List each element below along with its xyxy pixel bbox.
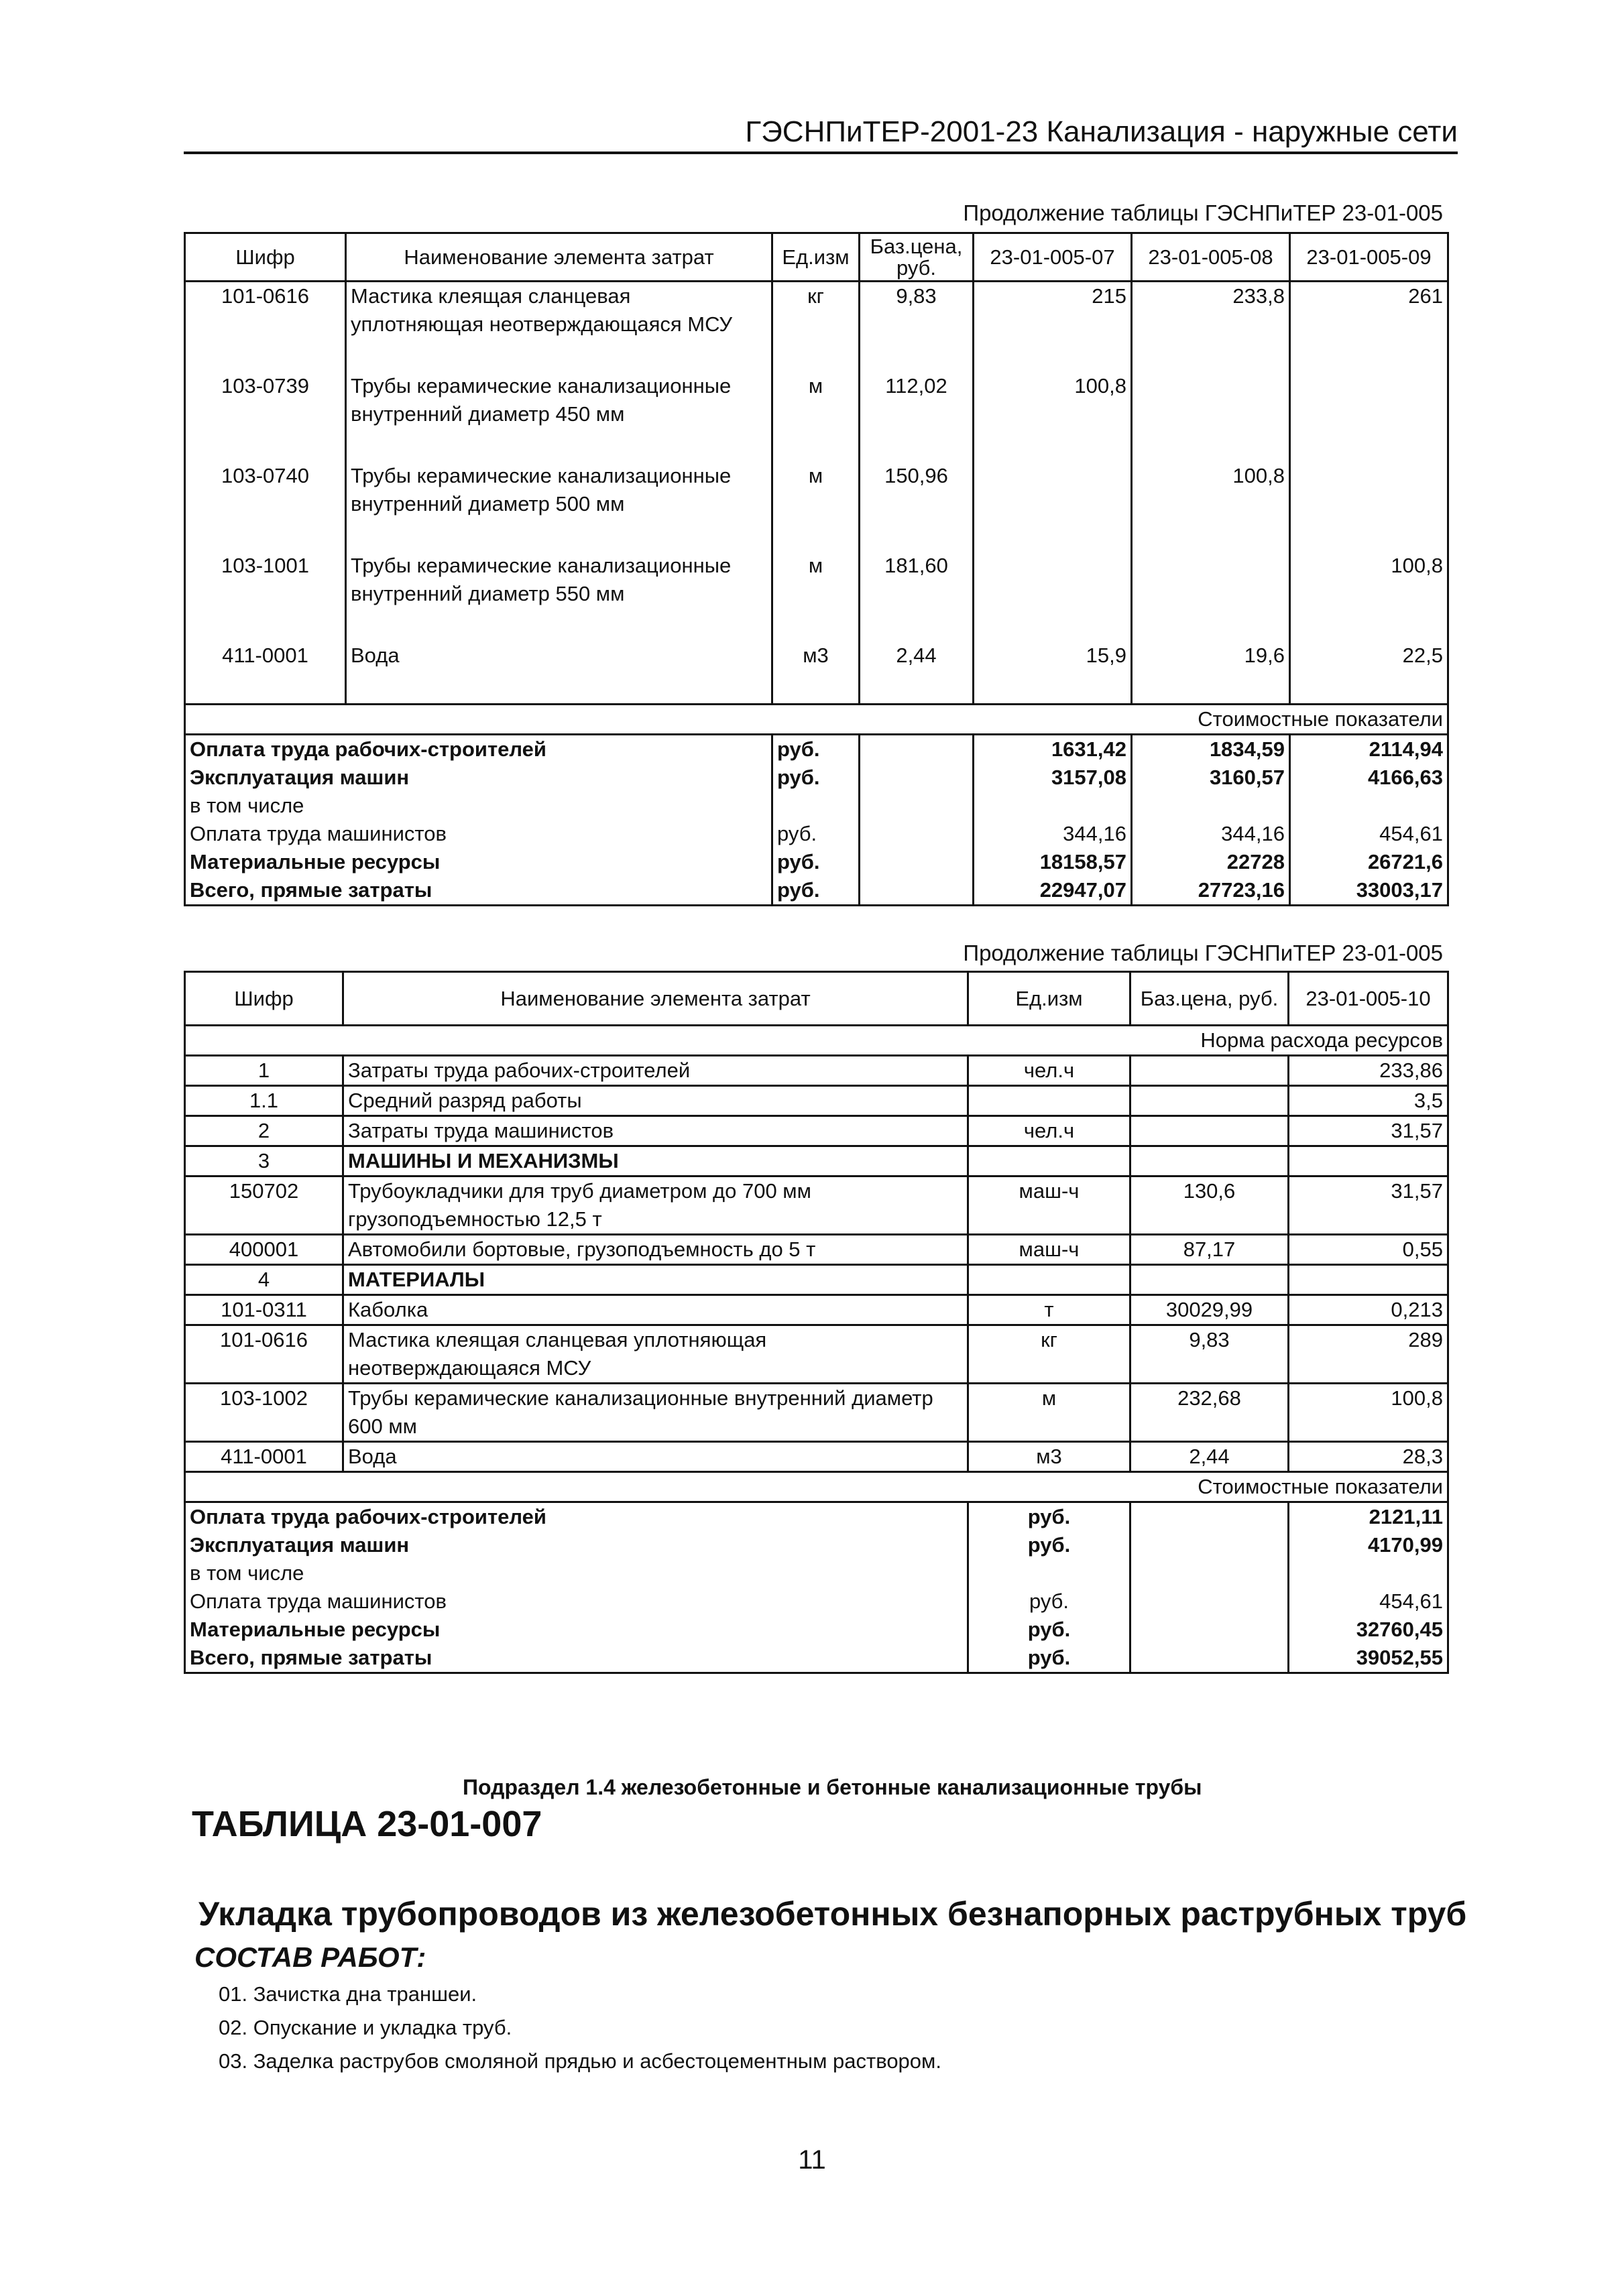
cell-code: 400001 (185, 1235, 343, 1265)
table-row (185, 1384, 1448, 1442)
cost-name: Эксплуатация машин (190, 766, 410, 789)
cell-price: 112,02 (860, 372, 974, 462)
table-row (185, 642, 1448, 705)
cost-name: Оплата труда рабочих-строителей (190, 737, 546, 761)
cell-price (1130, 1116, 1289, 1146)
cell-code: 101-0616 (185, 1325, 343, 1384)
cost-value: 2121,11 (1289, 1502, 1448, 1532)
col-header: 23-01-005-10 (1289, 972, 1448, 1026)
cost-row (185, 1531, 1448, 1559)
cell-code: 101-0311 (185, 1295, 343, 1325)
col-header: 23-01-005-07 (974, 233, 1132, 282)
section-row (185, 1472, 1448, 1502)
cell-code: 3 (185, 1146, 343, 1176)
cost-unit: руб. (772, 848, 860, 876)
cost-name: Оплата труда рабочих-строителей (190, 1505, 546, 1528)
cell-name: Средний разряд работы (343, 1086, 968, 1116)
cell-price: 150,96 (860, 462, 974, 552)
cell-name: Трубы керамические канализационные внутренний диаметр 550 мм (346, 552, 772, 642)
cost-row (185, 1502, 1448, 1532)
cost-value: 4170,99 (1289, 1531, 1448, 1559)
section-row (185, 705, 1448, 735)
cell-unit: чел.ч (968, 1056, 1130, 1086)
cell-unit: кг (772, 282, 860, 373)
section-row (185, 1026, 1448, 1056)
section-label: Стоимостные показатели (185, 1472, 1448, 1502)
cell-name: Трубы керамические канализационные внутренний диаметр 500 мм (346, 462, 772, 552)
cell-code: 1 (185, 1056, 343, 1086)
cost-unit: руб. (968, 1502, 1130, 1532)
cost-value: 2114,94 (1290, 735, 1448, 764)
cost-row (185, 764, 1448, 792)
cell-price: 9,83 (1130, 1325, 1289, 1384)
cell-value (1289, 1265, 1448, 1295)
cost-empty (860, 735, 974, 764)
cell-value: 100,8 (1289, 1384, 1448, 1442)
table-row (185, 1056, 1448, 1086)
table2 (184, 971, 1449, 1674)
table1-caption: Продолжение таблицы ГЭСНПиТЕР 23-01-005 (963, 200, 1443, 225)
cell-code: 411-0001 (222, 644, 308, 667)
cell-code: 411-0001 (185, 1442, 343, 1472)
cell-unit: кг (968, 1325, 1130, 1384)
cell-price: 30029,99 (1130, 1295, 1289, 1325)
cell-value: 31,57 (1289, 1116, 1448, 1146)
cost-value (1290, 792, 1448, 820)
cell-code: 103-0739 (221, 374, 309, 398)
cost-row (185, 1587, 1448, 1616)
cell-unit: м (968, 1384, 1130, 1442)
cost-empty (860, 764, 974, 792)
cell-price: 2,44 (860, 642, 974, 705)
cost-unit (772, 792, 860, 820)
cell-unit (968, 1146, 1130, 1176)
cell-name: Затраты труда рабочих-строителей (343, 1056, 968, 1086)
table-row (185, 372, 1448, 462)
table-row (185, 1442, 1448, 1472)
cell-price: 181,60 (860, 552, 974, 642)
cost-row (185, 1616, 1448, 1644)
cell-value: 100,8 (1290, 552, 1448, 642)
cell-name: Мастика клеящая сланцевая уплотняющая неотверждающаяся МСУ (346, 282, 772, 373)
cell-price: 87,17 (1130, 1235, 1289, 1265)
cell-code: 103-0740 (221, 464, 309, 487)
cost-name: Материальные ресурсы (190, 850, 441, 873)
work-step: 03. Заделка раструбов смоляной прядью и асбестоцементным раствором. (219, 2049, 941, 2073)
cell-price: 9,83 (860, 282, 974, 373)
cell-name: Трубоукладчики для труб диаметром до 700 мм грузоподъемностью 12,5 т (343, 1176, 968, 1235)
cell-unit: маш-ч (968, 1235, 1130, 1265)
cell-price: 130,6 (1130, 1176, 1289, 1235)
composition-label: СОСТАВ РАБОТ: (194, 1941, 426, 1973)
cost-unit: руб. (968, 1587, 1130, 1616)
cost-value: 18158,57 (974, 848, 1132, 876)
col-header: Шифр (185, 233, 346, 282)
cost-row (185, 876, 1448, 906)
cell-value: 100,8 (1132, 462, 1290, 552)
cost-empty (860, 876, 974, 906)
col-header: Ед.изм (968, 972, 1130, 1026)
cost-name: Всего, прямые затраты (190, 1646, 432, 1669)
cell-price: 232,68 (1130, 1384, 1289, 1442)
cell-code: 103-1002 (185, 1384, 343, 1442)
cost-unit: руб. (772, 735, 860, 764)
cost-value: 22947,07 (974, 876, 1132, 906)
cell-value (974, 552, 1132, 642)
cost-unit: руб. (772, 764, 860, 792)
cell-code: 4 (185, 1265, 343, 1295)
cost-row (185, 848, 1448, 876)
cost-value: 1631,42 (974, 735, 1132, 764)
cell-value (1289, 1146, 1448, 1176)
cost-empty (860, 848, 974, 876)
table-row (185, 462, 1448, 552)
cell-price (1130, 1056, 1289, 1086)
cost-value (1289, 1559, 1448, 1587)
running-header: ГЭСНПиТЕР-2001-23 Канализация - наружные сети (184, 114, 1458, 154)
cell-value: 0,55 (1289, 1235, 1448, 1265)
cost-row (185, 1644, 1448, 1673)
cost-unit: руб. (968, 1531, 1130, 1559)
table-row (185, 1325, 1448, 1384)
cell-value: 233,8 (1132, 282, 1290, 373)
cell-value: 15,9 (974, 642, 1132, 705)
cost-value: 4166,63 (1290, 764, 1448, 792)
cell-value: 3,5 (1289, 1086, 1448, 1116)
page-number: 11 (798, 2145, 826, 2175)
table2-caption: Продолжение таблицы ГЭСНПиТЕР 23-01-005 (963, 941, 1443, 965)
cost-name: в том числе (190, 1561, 304, 1585)
cell-unit: т (968, 1295, 1130, 1325)
col-header: Ед.изм (772, 233, 860, 282)
col-header: Баз.цена, руб. (1130, 972, 1289, 1026)
cell-unit: м3 (772, 642, 860, 705)
cost-value (1132, 792, 1290, 820)
cell-price (1130, 1086, 1289, 1116)
cost-name: Материальные ресурсы (190, 1618, 441, 1641)
table-row (185, 1235, 1448, 1265)
cost-empty (860, 792, 974, 820)
cost-value: 344,16 (1132, 820, 1290, 848)
cost-value: 3157,08 (974, 764, 1132, 792)
cell-name: Трубы керамические канализационные внутренний диаметр 450 мм (346, 372, 772, 462)
cost-value: 454,61 (1289, 1587, 1448, 1616)
cost-name: Оплата труда машинистов (190, 822, 447, 845)
cell-value: 289 (1289, 1325, 1448, 1384)
cost-value: 27723,16 (1132, 876, 1290, 906)
cell-unit: чел.ч (968, 1116, 1130, 1146)
cost-empty (1130, 1587, 1289, 1616)
cell-value: 31,57 (1289, 1176, 1448, 1235)
col-header: Наименование элемента затрат (346, 233, 772, 282)
cell-name: Каболка (343, 1295, 968, 1325)
cost-value: 454,61 (1290, 820, 1448, 848)
cell-value: 233,86 (1289, 1056, 1448, 1086)
cell-price: 2,44 (1130, 1442, 1289, 1472)
cell-name: Трубы керамические канализационные внутренний диаметр 600 мм (343, 1384, 968, 1442)
cell-unit: маш-ч (968, 1176, 1130, 1235)
cost-unit: руб. (968, 1644, 1130, 1673)
cell-value: 19,6 (1132, 642, 1290, 705)
cell-unit: м (772, 462, 860, 552)
col-header: Наименование элемента затрат (343, 972, 968, 1026)
table1-header-row (185, 233, 1448, 282)
table-row (185, 1295, 1448, 1325)
cell-value (1132, 372, 1290, 462)
cell-price (1130, 1146, 1289, 1176)
table-title: Укладка трубопроводов из железобетонных безнапорных раструбных труб (198, 1895, 1467, 1933)
table1 (184, 232, 1449, 906)
cell-name: Вода (343, 1442, 968, 1472)
cell-unit: м (772, 372, 860, 462)
cost-value: 39052,55 (1289, 1644, 1448, 1673)
cost-value: 32760,45 (1289, 1616, 1448, 1644)
cost-name: Эксплуатация машин (190, 1533, 410, 1557)
cell-value (974, 462, 1132, 552)
cell-name: Вода (346, 642, 772, 705)
cost-name: Всего, прямые затраты (190, 878, 432, 902)
cell-unit: м (772, 552, 860, 642)
table-row (185, 552, 1448, 642)
cost-name: Оплата труда машинистов (190, 1589, 447, 1613)
section-label: Норма расхода ресурсов (185, 1026, 1448, 1056)
cost-row (185, 1559, 1448, 1587)
cell-code: 150702 (185, 1176, 343, 1235)
cell-name: Затраты труда машинистов (343, 1116, 968, 1146)
cost-unit: руб. (772, 876, 860, 906)
cell-unit (968, 1086, 1130, 1116)
cost-empty (860, 820, 974, 848)
cost-empty (1130, 1644, 1289, 1673)
cell-value: 28,3 (1289, 1442, 1448, 1472)
cell-value (1290, 462, 1448, 552)
cost-unit: руб. (968, 1616, 1130, 1644)
cell-value (1132, 552, 1290, 642)
cell-unit: м3 (968, 1442, 1130, 1472)
table-row (185, 1265, 1448, 1295)
cell-value (1290, 372, 1448, 462)
cell-value: 100,8 (974, 372, 1132, 462)
cost-empty (1130, 1559, 1289, 1587)
cell-unit (968, 1265, 1130, 1295)
cost-value: 344,16 (974, 820, 1132, 848)
cost-empty (1130, 1502, 1289, 1532)
cell-value: 215 (974, 282, 1132, 373)
cell-code: 103-1001 (221, 554, 309, 577)
cell-name: Мастика клеящая сланцевая уплотняющая неотверждающаяся МСУ (343, 1325, 968, 1384)
table-row (185, 1116, 1448, 1146)
subsection-title: Подраздел 1.4 железобетонные и бетонные канализационные трубы (463, 1775, 1202, 1799)
cell-name: Автомобили бортовые, грузоподъемность до 5 т (343, 1235, 968, 1265)
cost-name: в том числе (190, 794, 304, 817)
work-step: 01. Зачистка дна траншеи. (219, 1982, 477, 2006)
col-header: 23-01-005-09 (1290, 233, 1448, 282)
col-header: Шифр (185, 972, 343, 1026)
cost-row (185, 735, 1448, 764)
cost-row (185, 820, 1448, 848)
section-label: Стоимостные показатели (185, 705, 1448, 735)
cell-code: 1.1 (185, 1086, 343, 1116)
cost-value: 22728 (1132, 848, 1290, 876)
table-row (185, 1086, 1448, 1116)
cell-name: МАШИНЫ И МЕХАНИЗМЫ (343, 1146, 968, 1176)
cost-unit (968, 1559, 1130, 1587)
work-steps (219, 1978, 941, 2078)
cost-empty (1130, 1531, 1289, 1559)
cost-value: 26721,6 (1290, 848, 1448, 876)
table-row (185, 1146, 1448, 1176)
cell-name: МАТЕРИАЛЫ (343, 1265, 968, 1295)
table2-header-row (185, 972, 1448, 1026)
table-row (185, 282, 1448, 373)
cost-empty (1130, 1616, 1289, 1644)
cell-code: 101-0616 (221, 284, 309, 308)
cost-value (974, 792, 1132, 820)
col-header: 23-01-005-08 (1132, 233, 1290, 282)
cell-value: 22,5 (1290, 642, 1448, 705)
cell-value: 261 (1290, 282, 1448, 373)
cost-unit: руб. (772, 820, 860, 848)
work-step: 02. Опускание и укладка труб. (219, 2016, 512, 2039)
table-row (185, 1176, 1448, 1235)
cost-row (185, 792, 1448, 820)
col-header: Баз.цена, руб. (860, 233, 974, 282)
table-name: ТАБЛИЦА 23-01-007 (192, 1804, 542, 1844)
cell-price (1130, 1265, 1289, 1295)
cost-value: 33003,17 (1290, 876, 1448, 906)
cell-code: 2 (185, 1116, 343, 1146)
cost-value: 3160,57 (1132, 764, 1290, 792)
cost-value: 1834,59 (1132, 735, 1290, 764)
cell-value: 0,213 (1289, 1295, 1448, 1325)
